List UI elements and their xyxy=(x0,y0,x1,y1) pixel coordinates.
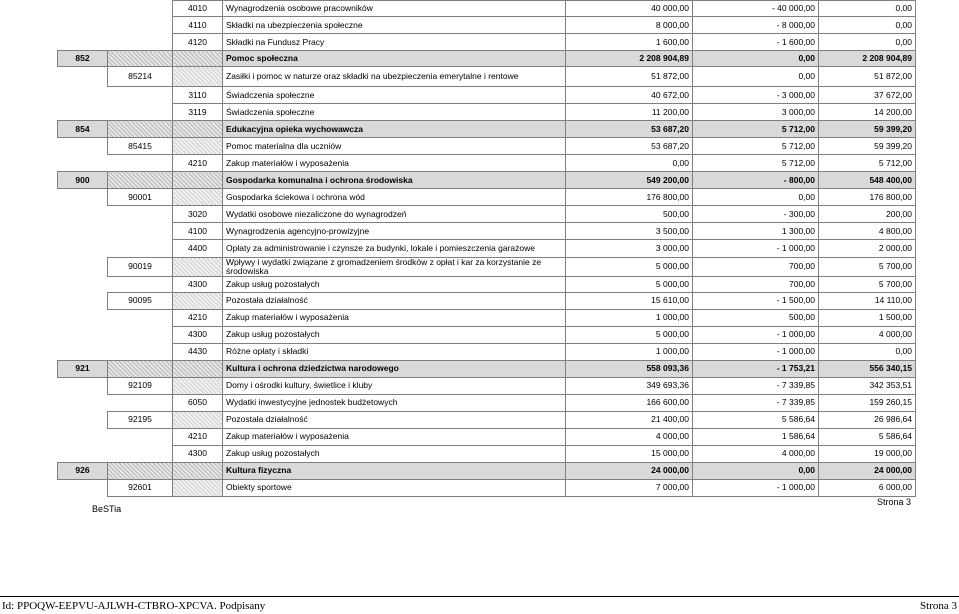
cell-dzial: 900 xyxy=(58,172,108,189)
cell-plan: 558 093,36 xyxy=(566,360,693,377)
cell-paragraf xyxy=(173,67,223,87)
cell-after-change: 2 000,00 xyxy=(819,240,916,258)
table-row-paragraf xyxy=(58,17,916,34)
cell-description: Domy i ośrodki kultury, świetlice i kluby xyxy=(223,377,566,394)
cell-after-change: 556 340,15 xyxy=(819,360,916,377)
cell-description: Wpływy i wydatki związane z gromadzeniem środków z opłat i kar za korzystanie ze środowiska xyxy=(223,258,566,277)
table-row-paragraf xyxy=(58,1,916,17)
cell-change: 3 000,00 xyxy=(693,104,819,121)
cell-rozdzial xyxy=(108,276,173,292)
cell-paragraf: 4400 xyxy=(173,240,223,258)
cell-after-change: 0,00 xyxy=(819,1,916,17)
table-row-paragraf xyxy=(58,223,916,240)
cell-after-change: 342 353,51 xyxy=(819,377,916,394)
cell-plan: 15 610,00 xyxy=(566,292,693,309)
cell-dzial xyxy=(58,428,108,445)
cell-dzial xyxy=(58,377,108,394)
table-row-dzial xyxy=(58,172,916,189)
cell-dzial xyxy=(58,189,108,206)
cell-rozdzial xyxy=(108,343,173,360)
cell-dzial xyxy=(58,155,108,172)
cell-rozdzial xyxy=(108,462,173,479)
cell-description: Zasiłki i pomoc w naturze oraz składki na ubezpieczenia emerytalne i rentowe xyxy=(223,67,566,87)
cell-change: - 1 500,00 xyxy=(693,292,819,309)
cell-after-change: 59 399,20 xyxy=(819,138,916,155)
cell-plan: 24 000,00 xyxy=(566,462,693,479)
table-row-rozdzial xyxy=(58,411,916,428)
cell-description: Różne opłaty i składki xyxy=(223,343,566,360)
cell-paragraf: 4100 xyxy=(173,223,223,240)
cell-description: Zakup usług pozostałych xyxy=(223,445,566,462)
cell-rozdzial xyxy=(108,360,173,377)
cell-dzial xyxy=(58,292,108,309)
cell-after-change: 200,00 xyxy=(819,206,916,223)
cell-change: - 7 339,85 xyxy=(693,377,819,394)
cell-rozdzial xyxy=(108,240,173,258)
table-row-paragraf xyxy=(58,206,916,223)
table-body xyxy=(58,1,916,497)
cell-after-change: 6 000,00 xyxy=(819,479,916,496)
cell-dzial xyxy=(58,138,108,155)
cell-dzial xyxy=(58,67,108,87)
cell-paragraf: 3119 xyxy=(173,104,223,121)
cell-change: - 1 000,00 xyxy=(693,240,819,258)
cell-paragraf xyxy=(173,462,223,479)
cell-change: 700,00 xyxy=(693,276,819,292)
cell-change: - 1 000,00 xyxy=(693,326,819,343)
cell-plan: 15 000,00 xyxy=(566,445,693,462)
cell-paragraf: 4300 xyxy=(173,276,223,292)
cell-dzial xyxy=(58,206,108,223)
cell-change: 0,00 xyxy=(693,189,819,206)
cell-after-change: 176 800,00 xyxy=(819,189,916,206)
cell-change: - 3 000,00 xyxy=(693,87,819,104)
cell-paragraf xyxy=(173,189,223,206)
cell-description: Zakup materiałów i wyposażenia xyxy=(223,428,566,445)
cell-description: Pozostała działalność xyxy=(223,292,566,309)
cell-plan: 3 000,00 xyxy=(566,240,693,258)
cell-plan: 500,00 xyxy=(566,206,693,223)
cell-change: 5 586,64 xyxy=(693,411,819,428)
cell-paragraf: 4210 xyxy=(173,309,223,326)
table-row-rozdzial xyxy=(58,292,916,309)
cell-paragraf: 4210 xyxy=(173,155,223,172)
cell-change: 700,00 xyxy=(693,258,819,277)
cell-plan: 5 000,00 xyxy=(566,276,693,292)
cell-after-change: 5 712,00 xyxy=(819,155,916,172)
table-row-paragraf xyxy=(58,428,916,445)
cell-after-change: 0,00 xyxy=(819,343,916,360)
cell-rozdzial: 90001 xyxy=(108,189,173,206)
cell-dzial: 926 xyxy=(58,462,108,479)
cell-description: Pomoc społeczna xyxy=(223,51,566,67)
cell-rozdzial xyxy=(108,17,173,34)
cell-paragraf xyxy=(173,411,223,428)
cell-change: 0,00 xyxy=(693,51,819,67)
cell-plan: 40 000,00 xyxy=(566,1,693,17)
cell-dzial: 854 xyxy=(58,121,108,138)
cell-after-change: 5 700,00 xyxy=(819,258,916,277)
table-row-paragraf xyxy=(58,240,916,258)
cell-plan: 1 000,00 xyxy=(566,343,693,360)
cell-plan: 1 000,00 xyxy=(566,309,693,326)
cell-after-change: 5 586,64 xyxy=(819,428,916,445)
cell-rozdzial xyxy=(108,34,173,51)
cell-plan: 349 693,36 xyxy=(566,377,693,394)
cell-dzial xyxy=(58,445,108,462)
cell-dzial: 852 xyxy=(58,51,108,67)
cell-plan: 51 872,00 xyxy=(566,67,693,87)
cell-rozdzial: 90019 xyxy=(108,258,173,277)
cell-change: - 1 000,00 xyxy=(693,343,819,360)
cell-plan: 5 000,00 xyxy=(566,326,693,343)
cell-after-change: 26 986,64 xyxy=(819,411,916,428)
cell-dzial xyxy=(58,326,108,343)
cell-after-change: 548 400,00 xyxy=(819,172,916,189)
cell-plan: 166 600,00 xyxy=(566,394,693,411)
cell-rozdzial xyxy=(108,155,173,172)
cell-after-change: 5 700,00 xyxy=(819,276,916,292)
cell-change: - 1 753,21 xyxy=(693,360,819,377)
table-row-rozdzial xyxy=(58,189,916,206)
cell-change: - 1 600,00 xyxy=(693,34,819,51)
bottom-page-number: Strona 3 xyxy=(920,600,957,612)
cell-plan: 5 000,00 xyxy=(566,258,693,277)
cell-rozdzial: 90095 xyxy=(108,292,173,309)
cell-plan: 2 208 904,89 xyxy=(566,51,693,67)
cell-paragraf xyxy=(173,138,223,155)
cell-plan: 8 000,00 xyxy=(566,17,693,34)
cell-after-change: 14 110,00 xyxy=(819,292,916,309)
cell-rozdzial xyxy=(108,309,173,326)
cell-paragraf xyxy=(173,172,223,189)
cell-change: - 40 000,00 xyxy=(693,1,819,17)
cell-description: Gospodarka komunalna i ochrona środowiska xyxy=(223,172,566,189)
cell-rozdzial xyxy=(108,428,173,445)
table-row-rozdzial xyxy=(58,377,916,394)
cell-plan: 7 000,00 xyxy=(566,479,693,496)
table-row-rozdzial xyxy=(58,258,916,277)
cell-rozdzial xyxy=(108,172,173,189)
cell-after-change: 0,00 xyxy=(819,17,916,34)
table-row-paragraf xyxy=(58,104,916,121)
cell-description: Składki na ubezpieczenia społeczne xyxy=(223,17,566,34)
cell-after-change: 4 000,00 xyxy=(819,326,916,343)
cell-description: Gospodarka ściekowa i ochrona wód xyxy=(223,189,566,206)
cell-paragraf xyxy=(173,258,223,277)
cell-dzial xyxy=(58,309,108,326)
cell-paragraf xyxy=(173,360,223,377)
cell-after-change: 0,00 xyxy=(819,34,916,51)
table-row-paragraf xyxy=(58,87,916,104)
cell-rozdzial xyxy=(108,326,173,343)
table-row-paragraf xyxy=(58,309,916,326)
cell-dzial xyxy=(58,411,108,428)
cell-description: Pozostała działalność xyxy=(223,411,566,428)
cell-description: Obiekty sportowe xyxy=(223,479,566,496)
cell-description: Opłaty za administrowanie i czynsze za budynki, lokale i pomieszczenia garażowe xyxy=(223,240,566,258)
cell-plan: 3 500,00 xyxy=(566,223,693,240)
cell-description: Świadczenia społeczne xyxy=(223,87,566,104)
cell-dzial xyxy=(58,276,108,292)
cell-change: 5 712,00 xyxy=(693,121,819,138)
cell-after-change: 59 399,20 xyxy=(819,121,916,138)
cell-description: Wynagrodzenia agencyjno-prowizyjne xyxy=(223,223,566,240)
cell-dzial xyxy=(58,87,108,104)
cell-dzial xyxy=(58,240,108,258)
cell-after-change: 2 208 904,89 xyxy=(819,51,916,67)
cell-description: Świadczenia społeczne xyxy=(223,104,566,121)
cell-dzial xyxy=(58,104,108,121)
cell-plan: 4 000,00 xyxy=(566,428,693,445)
cell-paragraf: 3020 xyxy=(173,206,223,223)
budget-changes-table xyxy=(57,0,916,497)
cell-dzial xyxy=(58,223,108,240)
cell-description: Zakup materiałów i wyposażenia xyxy=(223,309,566,326)
table-row-rozdzial xyxy=(58,138,916,155)
cell-paragraf xyxy=(173,121,223,138)
cell-dzial: 921 xyxy=(58,360,108,377)
cell-change: 0,00 xyxy=(693,462,819,479)
cell-after-change: 19 000,00 xyxy=(819,445,916,462)
cell-dzial xyxy=(58,479,108,496)
cell-after-change: 4 800,00 xyxy=(819,223,916,240)
cell-dzial xyxy=(58,34,108,51)
cell-description: Zakup usług pozostałych xyxy=(223,276,566,292)
table-row-dzial xyxy=(58,360,916,377)
table-row-paragraf xyxy=(58,155,916,172)
cell-paragraf: 4120 xyxy=(173,34,223,51)
table-row-paragraf xyxy=(58,276,916,292)
cell-after-change: 51 872,00 xyxy=(819,67,916,87)
table-row-rozdzial xyxy=(58,479,916,496)
cell-rozdzial: 85415 xyxy=(108,138,173,155)
cell-paragraf xyxy=(173,479,223,496)
cell-change: 500,00 xyxy=(693,309,819,326)
cell-after-change: 24 000,00 xyxy=(819,462,916,479)
cell-description: Kultura i ochrona dziedzictwa narodowego xyxy=(223,360,566,377)
cell-paragraf xyxy=(173,377,223,394)
cell-change: - 800,00 xyxy=(693,172,819,189)
cell-change: - 1 000,00 xyxy=(693,479,819,496)
cell-rozdzial xyxy=(108,104,173,121)
cell-rozdzial: 92109 xyxy=(108,377,173,394)
table-row-dzial xyxy=(58,51,916,67)
table-row-rozdzial xyxy=(58,67,916,87)
cell-dzial xyxy=(58,1,108,17)
cell-dzial xyxy=(58,17,108,34)
cell-rozdzial: 85214 xyxy=(108,67,173,87)
cell-rozdzial xyxy=(108,223,173,240)
cell-plan: 21 400,00 xyxy=(566,411,693,428)
cell-rozdzial: 92601 xyxy=(108,479,173,496)
cell-paragraf: 3110 xyxy=(173,87,223,104)
cell-rozdzial xyxy=(108,51,173,67)
cell-after-change: 14 200,00 xyxy=(819,104,916,121)
cell-change: 5 712,00 xyxy=(693,155,819,172)
cell-description: Wydatki inwestycyjne jednostek budżetowych xyxy=(223,394,566,411)
footer-software-label: BeSTia xyxy=(92,504,122,514)
cell-paragraf: 4300 xyxy=(173,326,223,343)
table-row-paragraf xyxy=(58,34,916,51)
cell-plan: 549 200,00 xyxy=(566,172,693,189)
cell-plan: 40 672,00 xyxy=(566,87,693,104)
cell-paragraf: 4210 xyxy=(173,428,223,445)
cell-description: Kultura fizyczna xyxy=(223,462,566,479)
cell-after-change: 37 672,00 xyxy=(819,87,916,104)
cell-paragraf: 6050 xyxy=(173,394,223,411)
cell-rozdzial xyxy=(108,445,173,462)
table-row-paragraf xyxy=(58,343,916,360)
bottom-divider xyxy=(0,596,959,597)
table-row-paragraf xyxy=(58,326,916,343)
cell-plan: 0,00 xyxy=(566,155,693,172)
cell-rozdzial xyxy=(108,1,173,17)
cell-paragraf xyxy=(173,292,223,309)
table-row-dzial xyxy=(58,462,916,479)
cell-change: 4 000,00 xyxy=(693,445,819,462)
cell-description: Składki na Fundusz Pracy xyxy=(223,34,566,51)
cell-dzial xyxy=(58,394,108,411)
footer-page-number: Strona 3 xyxy=(876,497,911,507)
cell-plan: 176 800,00 xyxy=(566,189,693,206)
cell-plan: 1 600,00 xyxy=(566,34,693,51)
document-id-signature: Id: PPOQW-EEPVU-AJLWH-CTBRO-XPCVA. Podpisany xyxy=(2,600,266,612)
cell-change: 1 300,00 xyxy=(693,223,819,240)
cell-plan: 53 687,20 xyxy=(566,138,693,155)
cell-paragraf xyxy=(173,51,223,67)
cell-description: Edukacyjna opieka wychowawcza xyxy=(223,121,566,138)
cell-description: Zakup usług pozostałych xyxy=(223,326,566,343)
table-row-paragraf xyxy=(58,445,916,462)
cell-description: Pomoc materialna dla uczniów xyxy=(223,138,566,155)
cell-change: 1 586,64 xyxy=(693,428,819,445)
cell-paragraf: 4110 xyxy=(173,17,223,34)
cell-rozdzial xyxy=(108,206,173,223)
cell-rozdzial xyxy=(108,87,173,104)
cell-after-change: 1 500,00 xyxy=(819,309,916,326)
cell-change: - 300,00 xyxy=(693,206,819,223)
cell-description: Zakup materiałów i wyposażenia xyxy=(223,155,566,172)
cell-plan: 11 200,00 xyxy=(566,104,693,121)
cell-rozdzial: 92195 xyxy=(108,411,173,428)
cell-description: Wynagrodzenia osobowe pracowników xyxy=(223,1,566,17)
cell-paragraf: 4010 xyxy=(173,1,223,17)
cell-rozdzial xyxy=(108,121,173,138)
cell-paragraf: 4430 xyxy=(173,343,223,360)
table-row-dzial xyxy=(58,121,916,138)
cell-dzial xyxy=(58,258,108,277)
cell-after-change: 159 260,15 xyxy=(819,394,916,411)
cell-dzial xyxy=(58,343,108,360)
cell-change: - 7 339,85 xyxy=(693,394,819,411)
cell-plan: 53 687,20 xyxy=(566,121,693,138)
cell-rozdzial xyxy=(108,394,173,411)
cell-paragraf: 4300 xyxy=(173,445,223,462)
cell-change: 0,00 xyxy=(693,67,819,87)
cell-change: 5 712,00 xyxy=(693,138,819,155)
table-row-paragraf xyxy=(58,394,916,411)
cell-change: - 8 000,00 xyxy=(693,17,819,34)
cell-description: Wydatki osobowe niezaliczone do wynagrodzeń xyxy=(223,206,566,223)
